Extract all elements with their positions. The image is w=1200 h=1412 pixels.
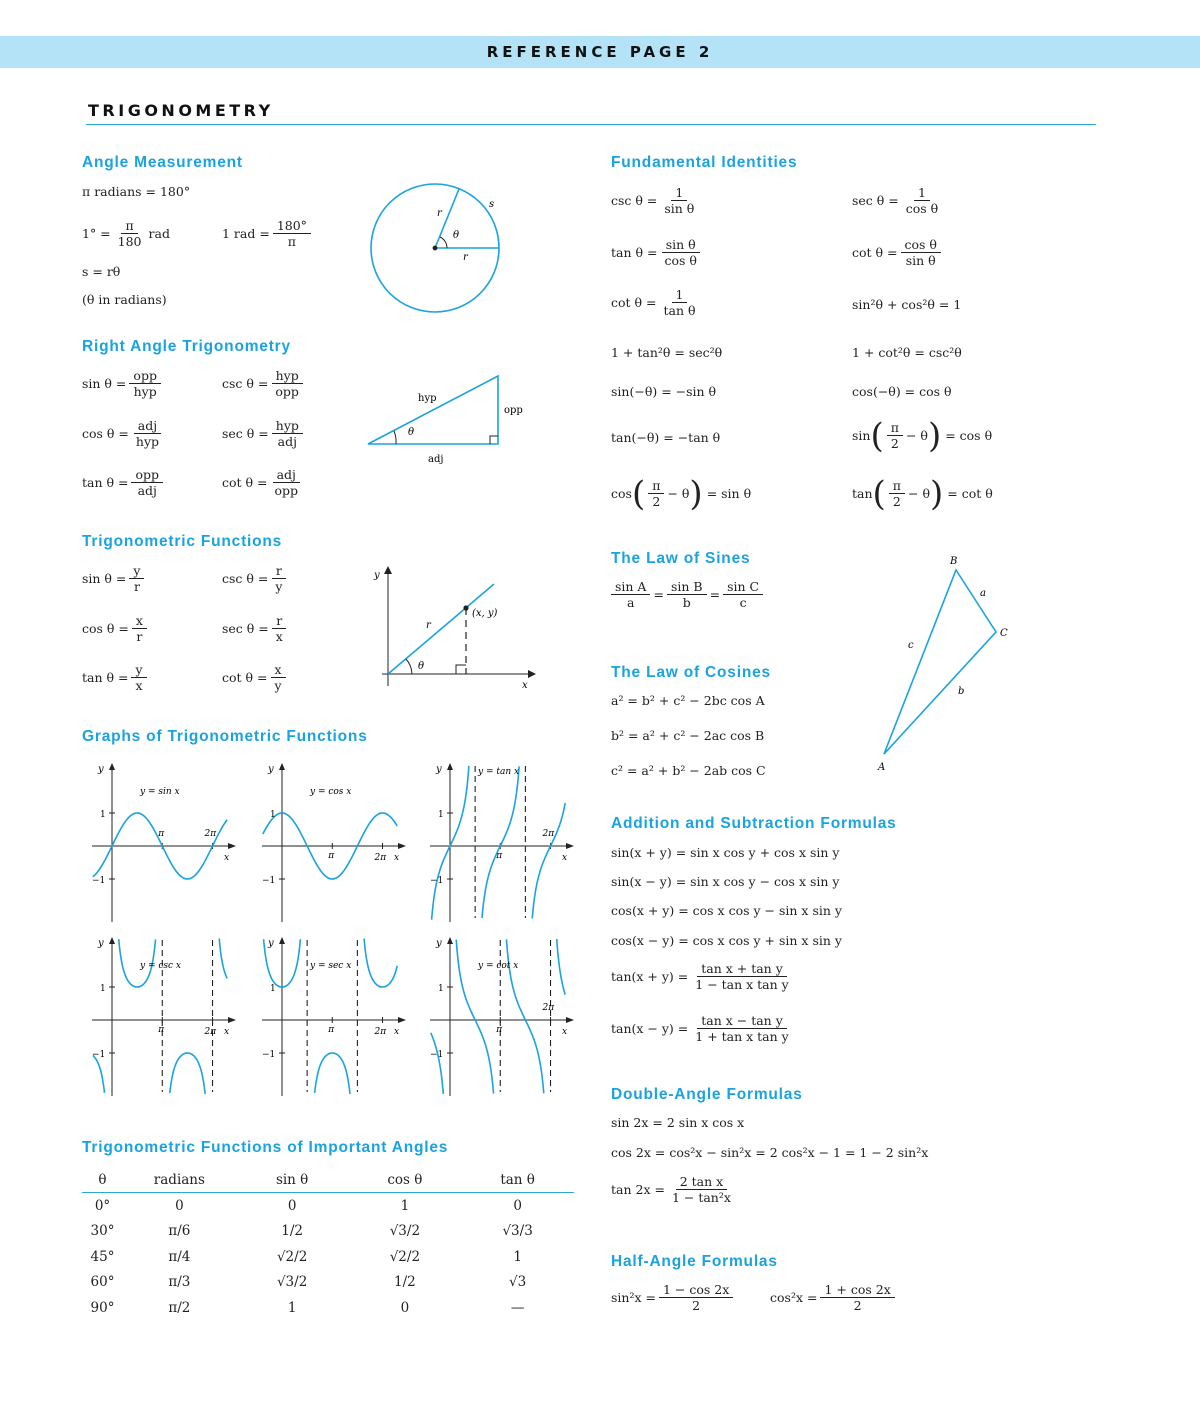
formula-cos-double: cos 2x = cos²x − sin²x = 2 cos²x − 1 = 1 − 2 sin²x xyxy=(611,1145,929,1160)
graph-label: 1 xyxy=(100,984,106,994)
svg-text:C: C xyxy=(1000,628,1008,639)
graph-label: 2π xyxy=(542,1003,555,1013)
svg-text:θ: θ xyxy=(453,230,460,241)
identity-cot: cot θ = $\frac{\text{cos θ}}{\text{sin θ}}$ xyxy=(852,237,944,269)
table-row xyxy=(82,1270,574,1296)
graph-cot xyxy=(420,932,580,1100)
graph-label: x xyxy=(562,1027,568,1037)
table-cell: √2/2 xyxy=(389,1248,421,1265)
identity-neg-tan: tan(−θ) = −tan θ xyxy=(611,430,721,445)
right-triangle-diagram xyxy=(362,370,532,470)
section-rule xyxy=(86,124,1096,125)
fundamental-heading: Fundamental Identities xyxy=(611,154,798,171)
graph-label: π xyxy=(328,1025,335,1035)
formula-row-item: cos θ = $\frac{\text{adj}}{\text{hyp}}$ xyxy=(82,418,166,450)
double-angle-heading: Double-Angle Formulas xyxy=(611,1086,803,1103)
graph-label: π xyxy=(328,851,335,861)
svg-text:b: b xyxy=(958,686,965,697)
graphs-heading: Graphs of Trigonometric Functions xyxy=(82,728,368,745)
identity-csc: csc θ = $\frac{1}{\text{sin θ}}$ xyxy=(611,185,695,216)
formula-radian: 1 rad = $\frac{180^\circ}{\pi}$ xyxy=(222,218,314,250)
table-header-cell: cos θ xyxy=(349,1168,462,1193)
graph-label: −1 xyxy=(262,1050,276,1060)
table-cell: 60° xyxy=(90,1274,115,1291)
identity-neg-cos: cos(−θ) = cos θ xyxy=(852,384,952,399)
graph-label: 1 xyxy=(438,810,444,820)
law-of-cosines-a: a² = b² + c² − 2bc cos A xyxy=(611,693,765,708)
formula-sin-sum: sin(x + y) = sin x cos y + cos x sin y xyxy=(611,845,840,860)
graph-label: y = sec x xyxy=(310,961,352,971)
svg-text:θ: θ xyxy=(418,661,425,672)
addition-heading: Addition and Subtraction Formulas xyxy=(611,815,897,832)
graph-label: 1 xyxy=(438,984,444,994)
important-angles-heading: Trigonometric Functions of Important Angles xyxy=(82,1139,449,1156)
table-cell: √3 xyxy=(509,1274,527,1291)
formula-cos-diff: cos(x − y) = cos x cos y + sin x sin y xyxy=(611,933,842,948)
graph-label: y xyxy=(268,938,274,949)
table-cell: π/2 xyxy=(168,1299,191,1316)
right-angle-heading: Right Angle Trigonometry xyxy=(82,338,291,355)
table-cell: √3/3 xyxy=(502,1223,533,1240)
svg-text:y: y xyxy=(374,570,380,581)
identity-cofunction-cos: cos ( $\frac{\pi}{2}$ − θ ) = sin θ xyxy=(611,474,752,514)
trig-functions-heading: Trigonometric Functions xyxy=(82,533,283,550)
identity-tan: tan θ = $\frac{\text{sin θ}}{\text{cos θ}}$ xyxy=(611,237,704,269)
oblique-triangle-diagram xyxy=(870,550,1020,780)
angle-measurement-heading: Angle Measurement xyxy=(82,154,243,171)
graph-label: y xyxy=(98,938,104,949)
graph-label: y = cos x xyxy=(310,787,352,797)
graph-sec xyxy=(252,932,412,1100)
graph-label: y = tan x xyxy=(478,767,520,777)
svg-text:r: r xyxy=(463,252,468,263)
graph-label: 2π xyxy=(204,1027,217,1037)
svg-text:(x, y): (x, y) xyxy=(472,608,498,619)
graph-sin xyxy=(82,758,242,926)
svg-text:r: r xyxy=(437,208,442,219)
graph-label: x xyxy=(224,853,230,863)
formula-row-item: sec θ = $\frac{r}{x}$ xyxy=(222,613,290,645)
svg-text:A: A xyxy=(878,762,886,773)
graph-label: π xyxy=(496,851,503,861)
table-header-cell: radians xyxy=(123,1168,236,1193)
svg-text:x: x xyxy=(522,680,528,691)
graph-label: x xyxy=(224,1027,230,1037)
graph-label: 1 xyxy=(270,984,276,994)
graph-label: π xyxy=(158,1025,165,1035)
graph-label: y xyxy=(436,938,442,949)
graph-label: π xyxy=(496,1025,503,1035)
table-cell: 30° xyxy=(90,1223,115,1240)
important-angles-table xyxy=(82,1168,574,1321)
half-angle-heading: Half-Angle Formulas xyxy=(611,1253,778,1270)
header-band xyxy=(0,36,1200,68)
identity-neg-sin: sin(−θ) = −sin θ xyxy=(611,384,717,399)
circle-diagram xyxy=(365,180,505,320)
graph-label: −1 xyxy=(430,1050,444,1060)
formula-radians-note: (θ in radians) xyxy=(82,292,167,307)
table-cell: 0° xyxy=(94,1197,111,1214)
graph-label: 1 xyxy=(270,810,276,820)
graph-label: y xyxy=(436,764,442,775)
formula-row-item: cot θ = $\frac{x}{y}$ xyxy=(222,662,289,694)
formula-row-item: csc θ = $\frac{r}{y}$ xyxy=(222,563,289,595)
law-of-sines-heading: The Law of Sines xyxy=(611,550,751,567)
svg-text:r: r xyxy=(426,620,431,631)
formula-degree: 1° = $\frac{\pi}{180}$ rad xyxy=(82,218,170,249)
graph-label: −1 xyxy=(92,1050,106,1060)
identity-pythagorean-tan: 1 + tan²θ = sec²θ xyxy=(611,345,723,360)
graph-label: 1 xyxy=(100,810,106,820)
graph-csc xyxy=(82,932,242,1100)
law-of-cosines-heading: The Law of Cosines xyxy=(611,664,771,681)
table-header-cell: tan θ xyxy=(461,1168,574,1193)
graph-label: y = sin x xyxy=(140,787,180,797)
table-cell: — xyxy=(510,1299,525,1316)
graph-label: 2π xyxy=(542,829,555,839)
formula-tan-diff: tan(x − y) = $\frac{\text{tan x − tan y}}{\text{1 + tan x tan y}}$ xyxy=(611,1013,789,1044)
table-cell: √3/2 xyxy=(276,1274,308,1291)
table-row xyxy=(82,1244,574,1270)
table-cell: 1 xyxy=(287,1299,297,1316)
svg-text:c: c xyxy=(908,640,914,651)
table-cell: π/4 xyxy=(168,1248,191,1265)
formula-arc-length: s = rθ xyxy=(82,264,121,279)
table-cell: 1 xyxy=(513,1248,522,1265)
section-title: TRIGONOMETRY xyxy=(88,101,274,120)
formula-tan-double: tan 2x = $\frac{\text{2 tan x}}{\text{1 − tan²x}}$ xyxy=(611,1174,731,1205)
formula-tan-sum: tan(x + y) = $\frac{\text{tan x + tan y}}{\text{1 − tan x tan y}}$ xyxy=(611,961,789,992)
graph-label: −1 xyxy=(430,876,444,886)
formula-row-item: sin θ = $\frac{\text{opp}}{\text{hyp}}$ xyxy=(82,368,164,400)
formula-pi-radians: π radians = 180° xyxy=(82,184,191,199)
law-of-sines-formula: $\frac{\text{sin A}}{a}$ = $\frac{\text{sin B}}{b}$ = $\frac{\text{sin C}}{c}$ xyxy=(608,579,766,611)
table-header-cell: sin θ xyxy=(236,1168,349,1193)
table-row xyxy=(82,1219,574,1245)
identity-sec: sec θ = $\frac{1}{\text{cos θ}}$ xyxy=(852,185,939,216)
graph-label: −1 xyxy=(92,876,106,886)
graph-label: 2π xyxy=(204,829,217,839)
svg-text:opp: opp xyxy=(504,405,523,416)
formula-sin-half: sin²x = $\frac{1 - \cos 2x}{2}$ xyxy=(611,1282,736,1314)
identity-pythagorean-cot: 1 + cot²θ = csc²θ xyxy=(852,345,962,360)
table-cell: 1/2 xyxy=(281,1223,303,1240)
graph-tan xyxy=(420,758,580,926)
svg-text:a: a xyxy=(980,588,986,599)
table-row xyxy=(82,1193,574,1219)
page-header-title: REFERENCE PAGE 2 xyxy=(486,43,714,61)
table-cell: 0 xyxy=(513,1197,522,1214)
identity-cofunction-tan: tan ( $\frac{\pi}{2}$ − θ ) = cot θ xyxy=(852,474,993,514)
formula-sin-double: sin 2x = 2 sin x cos x xyxy=(611,1115,745,1130)
table-cell: 1/2 xyxy=(394,1274,416,1291)
graph-label: y = csc x xyxy=(140,961,181,971)
formula-row-item: tan θ = $\frac{y}{x}$ xyxy=(82,662,150,694)
graph-label: y xyxy=(98,764,104,775)
table-cell: 0 xyxy=(287,1197,297,1214)
table-cell: √2/2 xyxy=(276,1248,308,1265)
table-cell: √3/2 xyxy=(389,1223,421,1240)
formula-row-item: cot θ = $\frac{\text{adj}}{\text{opp}}$ xyxy=(222,467,299,498)
svg-text:s: s xyxy=(489,199,495,210)
graph-label: π xyxy=(158,829,165,839)
formula-cos-half: cos²x = $\frac{1 + \cos 2x}{2}$ xyxy=(770,1282,898,1314)
graph-label: 2π xyxy=(374,853,387,863)
svg-text:adj: adj xyxy=(428,454,444,465)
identity-cot-reciprocal: cot θ = $\frac{1}{\text{tan θ}}$ xyxy=(611,287,696,318)
formula-row-item: cos θ = $\frac{x}{r}$ xyxy=(82,613,150,645)
graph-label: y xyxy=(268,764,274,775)
table-row xyxy=(82,1295,574,1321)
graph-label: −1 xyxy=(262,876,276,886)
unit-point-diagram xyxy=(368,564,538,692)
table-cell: 1 xyxy=(400,1197,410,1214)
law-of-cosines-c: c² = a² + b² − 2ab cos C xyxy=(611,763,766,778)
formula-row-item: tan θ = $\frac{\text{opp}}{\text{adj}}$ xyxy=(82,467,166,499)
svg-text:hyp: hyp xyxy=(418,393,437,404)
table-cell: 45° xyxy=(90,1248,115,1265)
formula-cos-sum: cos(x + y) = cos x cos y − sin x sin y xyxy=(611,903,842,918)
graph-label: y = cot x xyxy=(478,961,519,971)
formula-sin-diff: sin(x − y) = sin x cos y − cos x sin y xyxy=(611,874,840,889)
svg-text:B: B xyxy=(950,556,958,567)
table-cell: 90° xyxy=(90,1299,115,1316)
graph-cos xyxy=(252,758,412,926)
identity-pythagorean: sin²θ + cos²θ = 1 xyxy=(852,297,962,312)
table-header-cell: θ xyxy=(82,1168,123,1193)
identity-cofunction-sin: sin ( $\frac{\pi}{2}$ − θ ) = cos θ xyxy=(852,416,993,456)
table-cell: π/6 xyxy=(168,1223,191,1240)
law-of-cosines-b: b² = a² + c² − 2ac cos B xyxy=(611,728,765,743)
formula-row-item: sin θ = $\frac{y}{r}$ xyxy=(82,563,147,595)
graph-label: 2π xyxy=(374,1027,387,1037)
graph-label: x xyxy=(562,853,568,863)
graph-label: x xyxy=(394,853,400,863)
svg-text:θ: θ xyxy=(408,427,415,438)
table-cell: 0 xyxy=(400,1299,410,1316)
table-cell: 0 xyxy=(175,1197,184,1214)
formula-row-item: csc θ = $\frac{\text{hyp}}{\text{opp}}$ xyxy=(222,368,306,400)
graph-label: x xyxy=(394,1027,400,1037)
formula-row-item: sec θ = $\frac{\text{hyp}}{\text{adj}}$ xyxy=(222,418,306,450)
table-cell: π/3 xyxy=(168,1274,191,1291)
